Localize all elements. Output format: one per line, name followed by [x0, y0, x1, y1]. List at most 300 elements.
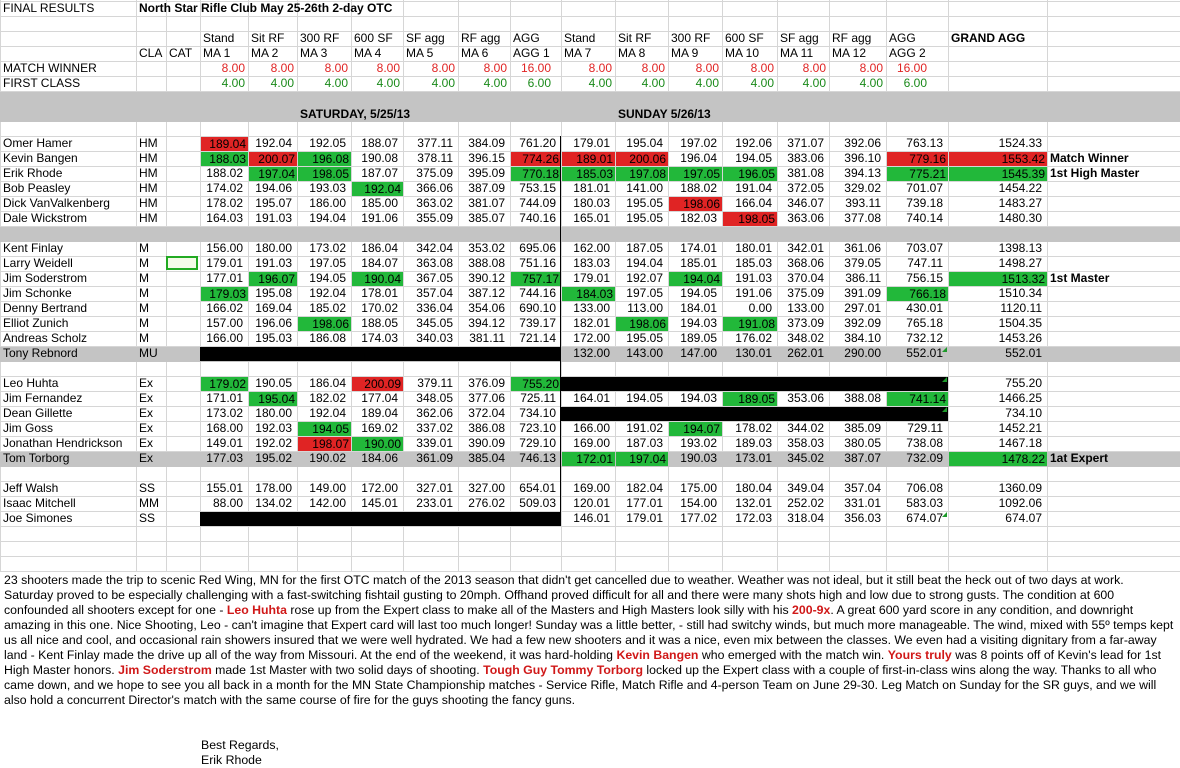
score-cell[interactable]: 354.06: [468, 301, 505, 315]
prize-value[interactable]: 6.00: [527, 76, 551, 90]
score-cell[interactable]: 177.01: [206, 271, 243, 285]
score-cell[interactable]: 363.06: [787, 211, 824, 225]
score-cell[interactable]: 392.06: [844, 136, 881, 150]
score-cell[interactable]: 194.05: [735, 151, 772, 165]
score-cell[interactable]: 387.09: [468, 181, 505, 195]
score-cell[interactable]: 179.01: [573, 271, 610, 285]
score-cell[interactable]: 184.03: [562, 287, 615, 301]
score-cell[interactable]: 377.11: [417, 136, 453, 150]
score-cell[interactable]: 182.03: [680, 211, 717, 225]
award-note[interactable]: 1st High Master: [1050, 166, 1140, 180]
score-cell[interactable]: 189.01: [562, 152, 615, 166]
score-cell[interactable]: 378.11: [417, 151, 453, 165]
score-cell[interactable]: 190.04: [352, 272, 403, 286]
score-cell[interactable]: 197.04: [616, 452, 668, 466]
shooter-name[interactable]: Jim Schonke: [3, 286, 72, 300]
score-cell[interactable]: 191.06: [361, 211, 398, 225]
score-cell[interactable]: 363.08: [416, 256, 453, 270]
score-cell[interactable]: 654.01: [519, 481, 556, 495]
score-cell[interactable]: 198.05: [723, 212, 777, 226]
column-header[interactable]: AGG 1: [513, 46, 550, 60]
column-header[interactable]: MA 4: [354, 46, 382, 60]
shooter-class[interactable]: HM: [139, 181, 158, 195]
score-cell[interactable]: 192.07: [626, 271, 663, 285]
prize-value[interactable]: 4.00: [641, 76, 665, 90]
shooter-class[interactable]: M: [139, 241, 149, 255]
score-cell[interactable]: 725.11: [520, 391, 556, 405]
score-cell[interactable]: 233.01: [416, 496, 453, 510]
shooter-class[interactable]: HM: [139, 136, 158, 150]
shooter-name[interactable]: Elliot Zunich: [3, 316, 69, 330]
shooter-class[interactable]: HM: [139, 196, 158, 210]
prize-value[interactable]: 4.00: [802, 76, 826, 90]
score-cell[interactable]: 146.01: [573, 511, 610, 525]
score-cell[interactable]: 388.08: [844, 391, 881, 405]
score-cell[interactable]: 157.00: [206, 316, 243, 330]
score-cell[interactable]: 192.04: [309, 286, 346, 300]
score-cell[interactable]: 761.20: [519, 136, 556, 150]
column-header[interactable]: Sit RF: [618, 31, 652, 45]
shooter-class[interactable]: Ex: [139, 391, 154, 405]
score-cell[interactable]: 430.01: [906, 301, 943, 315]
column-header[interactable]: SF agg: [780, 31, 819, 45]
score-cell[interactable]: 194.04: [309, 211, 346, 225]
score-cell[interactable]: 393.11: [845, 196, 881, 210]
score-cell[interactable]: 361.09: [416, 451, 453, 465]
score-cell[interactable]: 120.01: [573, 496, 610, 510]
score-cell[interactable]: 197.02: [680, 136, 717, 150]
score-cell[interactable]: 169.00: [573, 481, 610, 495]
score-cell[interactable]: 185.03: [735, 256, 772, 270]
selected-cell[interactable]: [166, 256, 198, 270]
score-cell[interactable]: 192.04: [352, 182, 403, 196]
score-cell[interactable]: 155.01: [206, 481, 243, 495]
score-cell[interactable]: 191.04: [735, 181, 772, 195]
shooter-class[interactable]: Ex: [139, 406, 154, 420]
shooter-class[interactable]: HM: [139, 211, 158, 225]
score-cell[interactable]: 190.08: [361, 151, 398, 165]
score-cell[interactable]: 169.02: [361, 421, 398, 435]
shooter-name[interactable]: Tony Rebnord: [3, 346, 78, 360]
score-cell[interactable]: 194.05: [680, 286, 717, 300]
score-cell[interactable]: 721.14: [519, 331, 556, 345]
score-cell[interactable]: 179.01: [573, 136, 610, 150]
score-cell[interactable]: 740.16: [519, 211, 556, 225]
score-cell[interactable]: 182.02: [309, 391, 346, 405]
score-cell[interactable]: 175.00: [680, 481, 717, 495]
score-cell[interactable]: 755.20: [511, 377, 561, 391]
grand-agg-header[interactable]: GRAND AGG: [951, 31, 1026, 45]
score-cell[interactable]: 184.06: [361, 451, 398, 465]
score-cell[interactable]: 145.01: [361, 496, 398, 510]
column-header[interactable]: 600 SF: [725, 31, 764, 45]
score-cell[interactable]: 747.11: [907, 256, 943, 270]
shooter-name[interactable]: Dean Gillette: [3, 406, 73, 420]
grand-agg-cell[interactable]: 1092.06: [998, 496, 1042, 510]
score-cell[interactable]: 177.01: [626, 496, 663, 510]
score-cell[interactable]: 368.06: [787, 256, 824, 270]
score-cell[interactable]: 179.03: [201, 287, 248, 301]
shooter-name[interactable]: Tom Torborg: [3, 451, 70, 465]
score-cell[interactable]: 187.05: [626, 241, 663, 255]
column-header[interactable]: MA 8: [618, 46, 646, 60]
score-cell[interactable]: 195.02: [255, 451, 292, 465]
grand-agg-cell[interactable]: 1498.27: [998, 256, 1042, 270]
first-class-label[interactable]: FIRST CLASS: [3, 76, 81, 90]
grand-agg-cell[interactable]: 1513.32: [949, 272, 1047, 286]
score-cell[interactable]: 198.05: [298, 167, 351, 181]
score-cell[interactable]: 384.10: [844, 331, 881, 345]
shooter-class[interactable]: HM: [139, 151, 158, 165]
score-cell[interactable]: 142.00: [309, 496, 346, 510]
score-cell[interactable]: 169.00: [573, 436, 610, 450]
prize-value[interactable]: 8.00: [859, 61, 883, 75]
score-cell[interactable]: 387.12: [468, 286, 505, 300]
score-cell[interactable]: 346.07: [787, 196, 824, 210]
score-cell[interactable]: 394.13: [844, 166, 881, 180]
column-header[interactable]: MA 12: [832, 46, 867, 60]
score-cell[interactable]: 174.02: [206, 181, 243, 195]
score-cell[interactable]: 331.01: [844, 496, 881, 510]
score-cell[interactable]: 185.00: [361, 196, 398, 210]
score-cell[interactable]: 192.04: [309, 406, 346, 420]
score-cell[interactable]: 375.09: [416, 166, 453, 180]
shooter-class[interactable]: MM: [139, 496, 159, 510]
score-cell[interactable]: 385.04: [468, 451, 505, 465]
score-cell[interactable]: 367.05: [416, 271, 453, 285]
score-cell[interactable]: 345.05: [416, 316, 453, 330]
score-cell[interactable]: 194.05: [298, 422, 351, 436]
score-cell[interactable]: 189.05: [680, 331, 717, 345]
score-cell[interactable]: 757.17: [511, 272, 561, 286]
score-cell[interactable]: 194.04: [626, 256, 663, 270]
shooter-name[interactable]: Jeff Walsh: [3, 481, 59, 495]
score-cell[interactable]: 188.02: [206, 166, 243, 180]
score-cell[interactable]: 337.02: [416, 421, 453, 435]
grand-agg-cell[interactable]: 1454.22: [998, 181, 1042, 195]
column-header[interactable]: MA 5: [406, 46, 434, 60]
shooter-name[interactable]: Joe Simones: [3, 511, 73, 525]
score-cell[interactable]: 200.06: [616, 152, 668, 166]
score-cell[interactable]: 154.00: [680, 496, 717, 510]
score-cell[interactable]: 381.08: [787, 166, 824, 180]
sheet-title-label[interactable]: FINAL RESULTS: [3, 1, 95, 15]
column-header[interactable]: MA 3: [300, 46, 328, 60]
score-cell[interactable]: 194.07: [669, 422, 722, 436]
score-cell[interactable]: 198.06: [669, 197, 722, 211]
score-cell[interactable]: 195.04: [626, 136, 663, 150]
score-cell[interactable]: 147.00: [680, 346, 717, 360]
grand-agg-cell[interactable]: 674.07: [1005, 511, 1042, 525]
score-cell[interactable]: 179.02: [201, 377, 248, 391]
score-cell[interactable]: 391.09: [844, 286, 881, 300]
shooter-class[interactable]: M: [139, 271, 149, 285]
score-cell[interactable]: 170.02: [361, 301, 398, 315]
grand-agg-cell[interactable]: 1478.22: [949, 452, 1047, 466]
score-cell[interactable]: 0.00: [748, 301, 772, 315]
score-cell[interactable]: 177.02: [680, 511, 717, 525]
score-cell[interactable]: 188.02: [680, 181, 717, 195]
shooter-name[interactable]: Jim Fernandez: [3, 391, 83, 405]
grand-agg-cell[interactable]: 734.10: [1005, 406, 1042, 420]
score-cell[interactable]: 765.18: [906, 316, 943, 330]
score-cell[interactable]: 197.05: [669, 167, 722, 181]
score-cell[interactable]: 173.02: [206, 406, 243, 420]
score-cell[interactable]: 166.00: [206, 331, 243, 345]
score-cell[interactable]: 195.03: [255, 331, 292, 345]
prize-value[interactable]: 8.00: [376, 61, 400, 75]
shooter-class[interactable]: MU: [139, 346, 158, 360]
sunday-label[interactable]: SUNDAY 5/26/13: [618, 107, 711, 121]
score-cell[interactable]: 394.12: [468, 316, 505, 330]
score-cell[interactable]: 162.00: [573, 241, 610, 255]
shooter-class[interactable]: M: [139, 256, 149, 270]
score-cell[interactable]: 370.04: [787, 271, 824, 285]
score-cell[interactable]: 197.05: [626, 286, 663, 300]
score-cell[interactable]: 384.09: [468, 136, 505, 150]
score-cell[interactable]: 327.00: [468, 481, 505, 495]
column-header[interactable]: 300 RF: [671, 31, 711, 45]
score-cell[interactable]: 701.07: [906, 181, 943, 195]
score-cell[interactable]: 195.07: [255, 196, 292, 210]
column-header[interactable]: AGG: [513, 31, 540, 45]
prize-value[interactable]: 8.00: [802, 61, 826, 75]
score-cell[interactable]: 297.01: [844, 301, 881, 315]
prize-value[interactable]: 8.00: [431, 61, 455, 75]
score-cell[interactable]: 188.03: [201, 152, 248, 166]
score-cell[interactable]: 194.03: [680, 316, 717, 330]
shooter-class[interactable]: M: [139, 331, 149, 345]
score-cell[interactable]: 349.04: [787, 481, 824, 495]
score-cell[interactable]: 342.04: [416, 241, 453, 255]
score-cell[interactable]: 739.17: [519, 316, 556, 330]
score-cell[interactable]: 387.07: [844, 451, 881, 465]
score-cell[interactable]: 194.03: [680, 391, 717, 405]
score-cell[interactable]: 195.05: [626, 196, 663, 210]
shooter-name[interactable]: Bob Peasley: [3, 181, 71, 195]
score-cell[interactable]: 381.07: [468, 196, 505, 210]
score-cell[interactable]: 165.01: [573, 211, 610, 225]
score-cell[interactable]: 190.05: [255, 376, 292, 390]
score-cell[interactable]: 195.08: [255, 286, 292, 300]
score-cell[interactable]: 362.06: [416, 406, 453, 420]
column-header[interactable]: AGG 2: [889, 46, 926, 60]
score-cell[interactable]: 734.10: [519, 406, 556, 420]
score-cell[interactable]: 357.04: [844, 481, 881, 495]
column-header[interactable]: RF agg: [461, 31, 501, 45]
score-cell[interactable]: 156.00: [206, 241, 243, 255]
saturday-label[interactable]: SATURDAY, 5/25/13: [300, 107, 411, 121]
shooter-name[interactable]: Kevin Bangen: [3, 151, 78, 165]
shooter-name[interactable]: Isaac Mitchell: [3, 496, 76, 510]
score-cell[interactable]: 183.03: [573, 256, 610, 270]
score-cell[interactable]: 396.15: [468, 151, 505, 165]
score-cell[interactable]: 392.09: [844, 316, 881, 330]
column-header[interactable]: AGG: [889, 31, 916, 45]
grand-agg-cell[interactable]: 1466.25: [998, 391, 1042, 405]
score-cell[interactable]: 674.07: [906, 511, 943, 525]
shooter-name[interactable]: Jim Goss: [3, 421, 54, 435]
category-header[interactable]: CAT: [169, 46, 193, 60]
score-cell[interactable]: 703.07: [906, 241, 943, 255]
prize-value[interactable]: 8.00: [270, 61, 294, 75]
prize-value[interactable]: 16.00: [896, 61, 927, 75]
score-cell[interactable]: 133.00: [787, 301, 824, 315]
score-cell[interactable]: 171.01: [206, 391, 243, 405]
prize-value[interactable]: 8.00: [588, 61, 612, 75]
score-cell[interactable]: 739.18: [906, 196, 943, 210]
grand-agg-cell[interactable]: 1504.35: [998, 316, 1042, 330]
score-cell[interactable]: 552.01: [906, 346, 943, 360]
score-cell[interactable]: 188.07: [361, 136, 398, 150]
score-cell[interactable]: 177.04: [361, 391, 398, 405]
score-cell[interactable]: 372.05: [787, 181, 824, 195]
score-cell[interactable]: 186.04: [361, 241, 398, 255]
score-cell[interactable]: 583.03: [906, 496, 943, 510]
column-header[interactable]: SF agg: [406, 31, 445, 45]
score-cell[interactable]: 348.02: [787, 331, 824, 345]
score-cell[interactable]: 290.00: [844, 346, 881, 360]
grand-agg-cell[interactable]: 1120.11: [1000, 301, 1042, 315]
prize-value[interactable]: 4.00: [588, 76, 612, 90]
column-header[interactable]: MA 1: [203, 46, 231, 60]
prize-value[interactable]: 4.00: [431, 76, 455, 90]
score-cell[interactable]: 179.01: [626, 511, 663, 525]
score-cell[interactable]: 196.05: [723, 167, 777, 181]
score-cell[interactable]: 196.06: [255, 316, 292, 330]
grand-agg-cell[interactable]: 1553.42: [949, 152, 1047, 166]
score-cell[interactable]: 184.07: [361, 256, 398, 270]
score-cell[interactable]: 198.06: [616, 317, 668, 331]
grand-agg-cell[interactable]: 1480.30: [998, 211, 1042, 225]
shooter-name[interactable]: Andreas Scholz: [3, 331, 88, 345]
score-cell[interactable]: 192.04: [255, 136, 292, 150]
score-cell[interactable]: 386.08: [468, 421, 505, 435]
score-cell[interactable]: 262.01: [787, 346, 824, 360]
shooter-name[interactable]: Erik Rhode: [3, 166, 63, 180]
score-cell[interactable]: 379.05: [844, 256, 881, 270]
score-cell[interactable]: 732.09: [906, 451, 943, 465]
shooter-class[interactable]: M: [139, 316, 149, 330]
score-cell[interactable]: 195.05: [626, 211, 663, 225]
shooter-class[interactable]: Ex: [139, 376, 154, 390]
score-cell[interactable]: 190.02: [309, 451, 346, 465]
score-cell[interactable]: 191.03: [735, 271, 772, 285]
prize-value[interactable]: 8.00: [695, 61, 719, 75]
score-cell[interactable]: 197.08: [616, 167, 668, 181]
class-header[interactable]: CLA: [139, 46, 163, 60]
shooter-name[interactable]: Kent Finlay: [3, 241, 64, 255]
score-cell[interactable]: 172.00: [361, 481, 398, 495]
score-cell[interactable]: 380.05: [844, 436, 881, 450]
score-cell[interactable]: 329.02: [844, 181, 881, 195]
score-cell[interactable]: 190.03: [680, 451, 717, 465]
score-cell[interactable]: 756.15: [906, 271, 943, 285]
score-cell[interactable]: 132.00: [573, 346, 610, 360]
score-cell[interactable]: 741.14: [887, 392, 948, 406]
shooter-class[interactable]: M: [139, 301, 149, 315]
grand-agg-cell[interactable]: 755.20: [1005, 376, 1042, 390]
prize-value[interactable]: 4.00: [376, 76, 400, 90]
score-cell[interactable]: 194.05: [626, 391, 663, 405]
score-cell[interactable]: 198.07: [298, 437, 351, 451]
prize-value[interactable]: 4.00: [750, 76, 774, 90]
score-cell[interactable]: 196.07: [249, 272, 297, 286]
score-cell[interactable]: 130.01: [735, 346, 772, 360]
score-cell[interactable]: 200.09: [352, 377, 403, 391]
score-cell[interactable]: 168.00: [206, 421, 243, 435]
score-cell[interactable]: 181.01: [573, 181, 610, 195]
score-cell[interactable]: 193.02: [680, 436, 717, 450]
prize-value[interactable]: 4.00: [859, 76, 883, 90]
score-cell[interactable]: 166.02: [206, 301, 243, 315]
score-cell[interactable]: 732.12: [906, 331, 943, 345]
score-cell[interactable]: 340.03: [416, 331, 453, 345]
score-cell[interactable]: 327.01: [416, 481, 453, 495]
score-cell[interactable]: 188.05: [361, 316, 398, 330]
score-cell[interactable]: 695.06: [519, 241, 556, 255]
prize-value[interactable]: 4.00: [483, 76, 507, 90]
score-cell[interactable]: 774.26: [511, 152, 561, 166]
score-cell[interactable]: 344.02: [787, 421, 824, 435]
score-cell[interactable]: 189.04: [361, 406, 398, 420]
score-cell[interactable]: 178.02: [735, 421, 772, 435]
shooter-name[interactable]: Omer Hamer: [3, 136, 73, 150]
score-cell[interactable]: 779.16: [887, 152, 948, 166]
score-cell[interactable]: 133.00: [573, 301, 610, 315]
prize-value[interactable]: 16.00: [520, 61, 551, 75]
score-cell[interactable]: 746.13: [519, 451, 556, 465]
score-cell[interactable]: 740.14: [906, 211, 943, 225]
score-cell[interactable]: 361.06: [844, 241, 881, 255]
score-cell[interactable]: 252.02: [787, 496, 824, 510]
score-cell[interactable]: 339.01: [416, 436, 453, 450]
grand-agg-cell[interactable]: 1453.26: [998, 331, 1042, 345]
score-cell[interactable]: 751.16: [519, 256, 556, 270]
score-cell[interactable]: 342.01: [787, 241, 824, 255]
prize-value[interactable]: 4.00: [695, 76, 719, 90]
score-cell[interactable]: 690.10: [519, 301, 556, 315]
score-cell[interactable]: 164.03: [206, 211, 243, 225]
score-cell[interactable]: 396.10: [844, 151, 881, 165]
shooter-name[interactable]: Leo Huhta: [3, 376, 59, 390]
score-cell[interactable]: 194.04: [669, 272, 722, 286]
shooter-name[interactable]: Dale Wickstrom: [3, 211, 88, 225]
score-cell[interactable]: 192.06: [735, 136, 772, 150]
score-cell[interactable]: 196.08: [298, 152, 351, 166]
score-cell[interactable]: 376.09: [468, 376, 505, 390]
column-header[interactable]: Sit RF: [251, 31, 285, 45]
score-cell[interactable]: 191.02: [626, 421, 663, 435]
score-cell[interactable]: 166.04: [735, 196, 772, 210]
score-cell[interactable]: 509.03: [519, 496, 556, 510]
score-cell[interactable]: 185.01: [680, 256, 717, 270]
shooter-class[interactable]: SS: [139, 481, 156, 495]
score-cell[interactable]: 195.04: [249, 392, 297, 406]
shooter-class[interactable]: M: [139, 286, 149, 300]
score-cell[interactable]: 191.06: [735, 286, 772, 300]
column-header[interactable]: Stand: [564, 31, 596, 45]
score-cell[interactable]: 357.04: [416, 286, 453, 300]
score-cell[interactable]: 753.15: [519, 181, 556, 195]
score-cell[interactable]: 141.00: [626, 181, 663, 195]
score-cell[interactable]: 390.12: [468, 271, 505, 285]
shooter-class[interactable]: Ex: [139, 436, 154, 450]
score-cell[interactable]: 381.11: [469, 331, 505, 345]
shooter-name[interactable]: Larry Weidell: [3, 256, 73, 270]
match-title[interactable]: North Star Rifle Club May 25-26th 2-day OTC: [139, 1, 393, 15]
score-cell[interactable]: 738.08: [906, 436, 943, 450]
